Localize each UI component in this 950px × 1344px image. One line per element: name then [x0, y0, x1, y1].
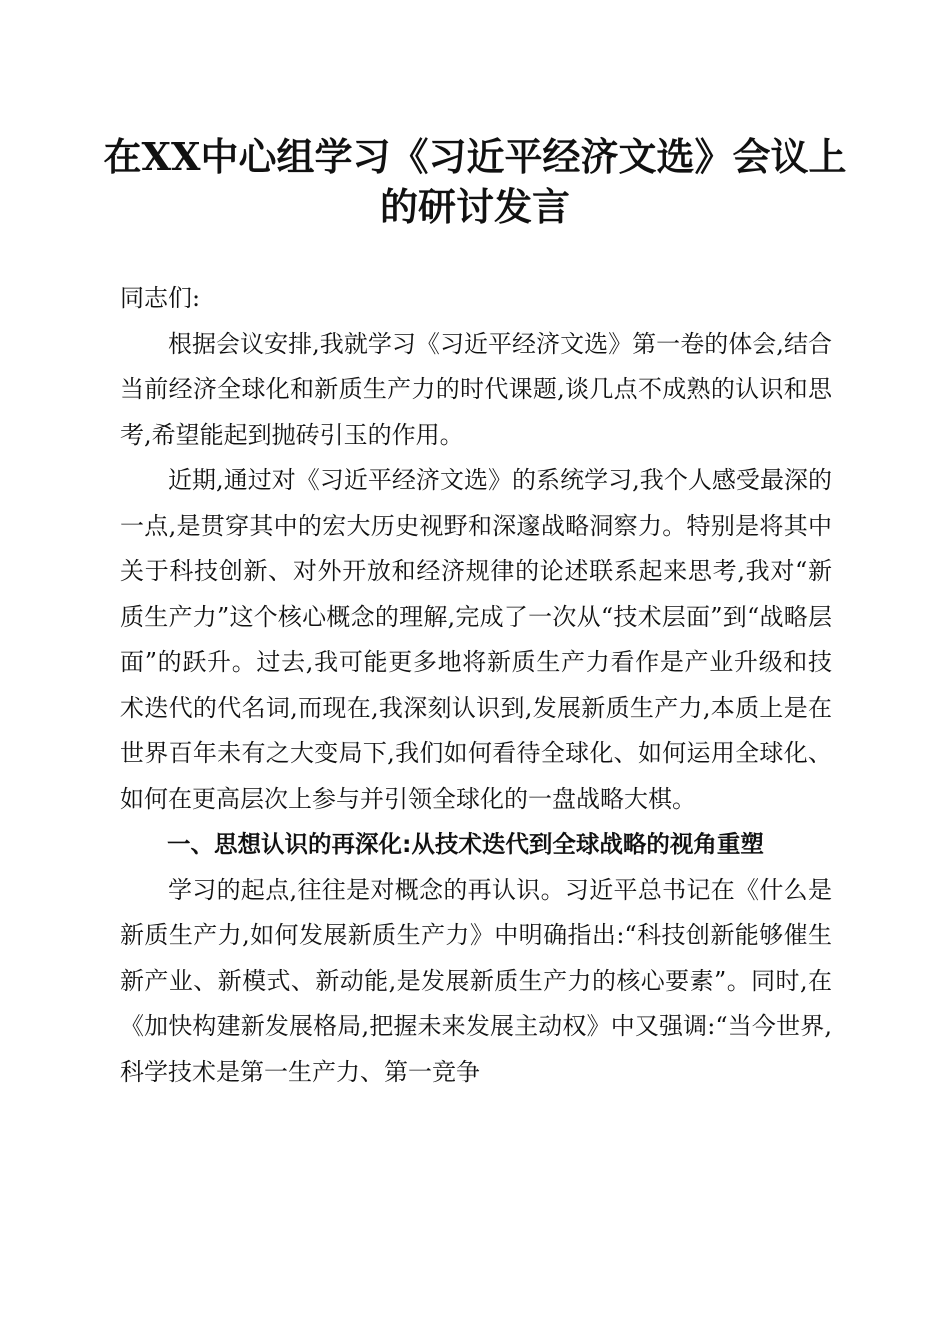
paragraph-3: 学习的起点,往往是对概念的再认识。习近平总书记在《什么是新质生产力,如何发展新质生产力》中明确指出:“科技创新能够催生新产业、新模式、新动能,是发展新质生产力的核心要素”。同时,在《加快构建新发展格局,把握未来发展主动权》中又强调:“当今世界,科学技术是第一生产力、第一竞争	[120, 875, 832, 1086]
title-line-1: 在XX中心组学习《习近平经济文选》会议上	[103, 134, 847, 179]
salutation: 同志们:	[120, 284, 201, 312]
paragraph-2: 近期,通过对《习近平经济文选》的系统学习,我个人感受最深的一点,是贯穿其中的宏大历史视野和深邃战略洞察力。特别是将其中关于科技创新、对外开放和经济规律的论述联系起来思考,我对“新质生产力”这个核心概念的理解,完成了一次从“技术层面”到“战略层面”的跃升。过去,我可能更多地将新质生产力看作是产业升级和技术迭代的代名词,而现在,我深刻认识到,发展新质生产力,本质上是在世界百年未有之大变局下,我们如何看待全球化、如何运用全球化、如何在更高层次上参与并引领全球化的一盘战略大棋。	[120, 466, 832, 813]
title-line-2: 的研讨发言	[379, 184, 570, 229]
section-heading-1: 一、思想认识的再深化:从技术迭代到全球战略的视角重塑	[167, 830, 764, 858]
document-body	[120, 276, 832, 1095]
document-title	[100, 132, 850, 232]
paragraph-1: 根据会议安排,我就学习《习近平经济文选》第一卷的体会,结合当前经济全球化和新质生产力的时代课题,谈几点不成熟的认识和思考,希望能起到抛砖引玉的作用。	[120, 329, 832, 449]
